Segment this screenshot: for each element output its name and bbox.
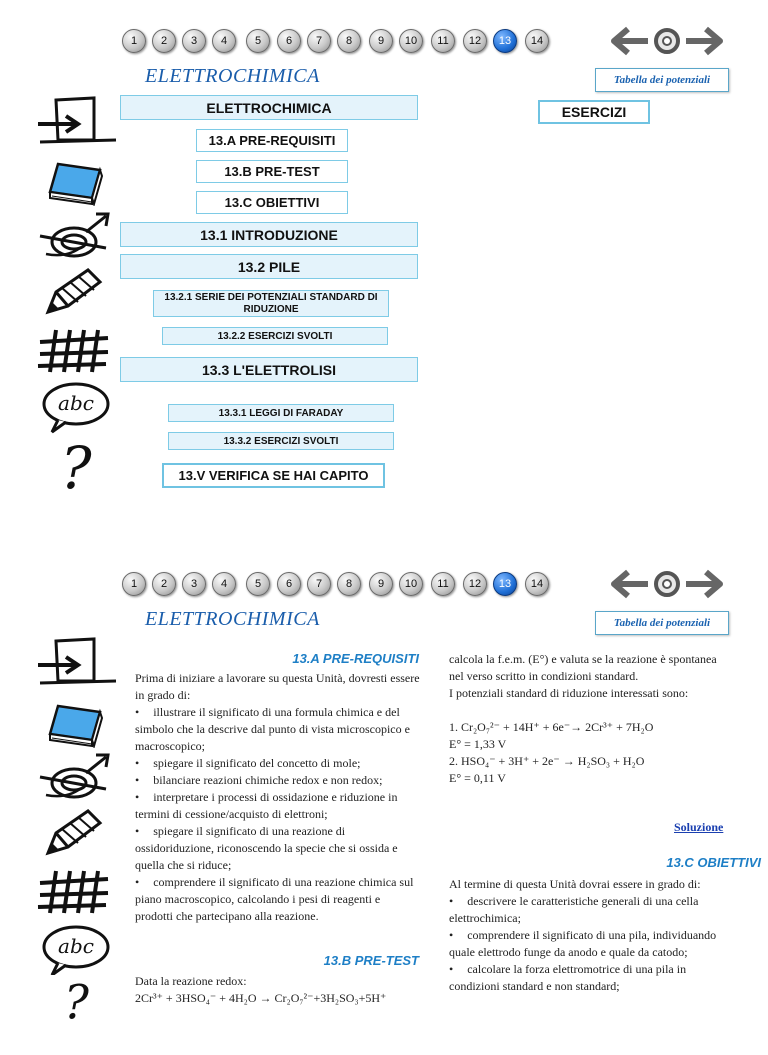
prerequisiti-intro: Prima di iniziare a lavorare su questa Unità, dovresti essere in grado di: <box>135 671 420 702</box>
prerequisiti-text <box>135 670 420 925</box>
potentials-table-link[interactable]: Tabella dei potenziali <box>595 68 729 92</box>
chapter-6-button[interactable]: 6 <box>277 29 301 53</box>
chapter-1-button[interactable]: 1 <box>122 572 146 596</box>
chapter-8-button[interactable]: 8 <box>337 29 361 53</box>
menu-pile[interactable]: 13.2 PILE <box>120 254 418 279</box>
menu-elettrolisi[interactable]: 13.3 L'ELETTROLISI <box>120 357 418 382</box>
pretest-question: calcola la f.e.m. (E°) e valuta se la reazione è spontanea nel verso scritto in condizioni standard. <box>449 652 717 683</box>
chapter-6-button[interactable]: 6 <box>277 572 301 596</box>
solution-link[interactable]: Soluzione <box>674 820 724 834</box>
chapter-5-button[interactable]: 5 <box>246 29 270 53</box>
menu-leggi-faraday[interactable]: 13.3.1 LEGGI DI FARADAY <box>168 404 394 422</box>
chapter-11-button[interactable]: 11 <box>431 29 455 53</box>
pretest-intro: Data la reazione redox: <box>135 974 247 988</box>
menu-serie-potenziali[interactable]: 13.2.1 SERIE DEI POTENZIALI STANDARD DI RIDUZIONE <box>153 290 389 317</box>
prev-home-next-navigation[interactable] <box>608 24 726 58</box>
chapter-3-button[interactable]: 3 <box>182 29 206 53</box>
menu-pretest[interactable]: 13.B PRE-TEST <box>196 160 348 183</box>
prerequisite-item: • comprendere il significato di una reazione chimica sul piano macroscopico, calcolando i pesi di reagenti e prodotti che partecipano alla reazione. <box>135 874 420 925</box>
chapter-2-button[interactable]: 2 <box>152 572 176 596</box>
section-heading-prerequisiti: 13.A PRE-REQUISITI <box>292 651 419 666</box>
grid-hash-icon[interactable] <box>36 865 120 917</box>
pretest-reaction: 2Cr³⁺ + 3HSO₄⁻ + 4H₂O → Cr₂O₇²⁻+3H₂SO₃+5H⁺ <box>135 991 387 1005</box>
abc-speech-icon[interactable] <box>36 921 120 975</box>
prerequisite-item: • spiegare il significato del concetto di mole; <box>135 755 420 772</box>
book-icon[interactable] <box>36 152 120 206</box>
chapter-12-button[interactable]: 12 <box>463 29 487 53</box>
menu-introduzione[interactable]: 13.1 INTRODUZIONE <box>120 222 418 247</box>
prerequisite-item: • bilanciare reazioni chimiche redox e non redox; <box>135 772 420 789</box>
exit-icon[interactable] <box>36 94 120 146</box>
chapter-7-button[interactable]: 7 <box>307 29 331 53</box>
chapter-4-button[interactable]: 4 <box>212 29 236 53</box>
obiettivi-intro: Al termine di questa Unità dovrai essere in grado di: <box>449 877 701 891</box>
chapter-9-button[interactable]: 9 <box>369 572 393 596</box>
half-reaction-2: 2. HSO₄⁻ + 3H⁺ + 2e⁻ → H₂SO₃ + H₂O <box>449 754 645 768</box>
menu-verifica[interactable]: 13.V VERIFICA SE HAI CAPITO <box>162 463 385 488</box>
obiettivi-text <box>449 876 733 995</box>
potential-1: E° = 1,33 V <box>449 737 507 751</box>
prerequisite-item: • illustrare il significato di una formula chimica e del simbolo che la descrive dal punto di vista microscopico e macroscopico; <box>135 704 420 755</box>
pencil-icon[interactable] <box>36 805 120 859</box>
chapter-12-button[interactable]: 12 <box>463 572 487 596</box>
scribble-icon[interactable] <box>36 210 120 264</box>
chapter-4-button[interactable]: 4 <box>212 572 236 596</box>
chapter-10-button[interactable]: 10 <box>399 572 423 596</box>
exit-icon[interactable] <box>36 635 120 687</box>
book-icon[interactable] <box>36 694 120 748</box>
pretest-text <box>135 973 425 1007</box>
pretest-continued <box>449 651 731 787</box>
chapter-14-button[interactable]: 14 <box>525 572 549 596</box>
objective-item: • comprendere il significato di una pila, individuando quale elettrodo funge da anodo e quale da catodo; <box>449 927 733 961</box>
menu-elettrochimica[interactable]: ELETTROCHIMICA <box>120 95 418 120</box>
menu-esercizi-elettrolisi[interactable]: 13.3.2 ESERCIZI SVOLTI <box>168 432 394 450</box>
chapter-13-button[interactable]: 13 <box>493 29 517 53</box>
page-title: ELETTROCHIMICA <box>145 65 320 87</box>
section-heading-obiettivi: 13.C OBIETTIVI <box>666 855 761 870</box>
chapter-2-button[interactable]: 2 <box>152 29 176 53</box>
content-page <box>0 543 768 1055</box>
half-reaction-1: 1. Cr₂O₇²⁻ + 14H⁺ + 6e⁻→ 2Cr³⁺ + 7H₂O <box>449 720 654 734</box>
question-mark-icon[interactable] <box>36 436 120 496</box>
chapter-1-button[interactable]: 1 <box>122 29 146 53</box>
potential-2: E° = 0,11 V <box>449 771 506 785</box>
chapter-3-button[interactable]: 3 <box>182 572 206 596</box>
potentials-table-link[interactable]: Tabella dei potenziali <box>595 611 729 635</box>
grid-hash-icon[interactable] <box>36 324 120 376</box>
chapter-11-button[interactable]: 11 <box>431 572 455 596</box>
menu-esercizi-pile[interactable]: 13.2.2 ESERCIZI SVOLTI <box>162 327 388 345</box>
menu-prerequisiti[interactable]: 13.A PRE-REQUISITI <box>196 129 348 152</box>
chapter-14-button[interactable]: 14 <box>525 29 549 53</box>
abc-speech-icon[interactable] <box>36 378 120 434</box>
chapter-10-button[interactable]: 10 <box>399 29 423 53</box>
objective-item: • descrivere le caratteristiche generali di una cella elettrochimica; <box>449 893 733 927</box>
chapter-5-button[interactable]: 5 <box>246 572 270 596</box>
prerequisite-item: • spiegare il significato di una reazione di ossidoriduzione, riconoscendo la specie che si ossida e quella che si riduce; <box>135 823 420 874</box>
chapter-8-button[interactable]: 8 <box>337 572 361 596</box>
page-title: ELETTROCHIMICA <box>145 608 320 630</box>
menu-esercizi[interactable]: ESERCIZI <box>538 100 650 124</box>
pencil-icon[interactable] <box>36 264 120 318</box>
index-page <box>0 0 768 512</box>
chapter-9-button[interactable]: 9 <box>369 29 393 53</box>
chapter-7-button[interactable]: 7 <box>307 572 331 596</box>
pretest-potentials-intro: I potenziali standard di riduzione interessati sono: <box>449 686 689 700</box>
scribble-icon[interactable] <box>36 751 120 805</box>
prev-home-next-navigation[interactable] <box>608 567 726 601</box>
prerequisite-item: • interpretare i processi di ossidazione e riduzione in termini di cessione/acquisto di elettroni; <box>135 789 420 823</box>
objective-item: • calcolare la forza elettromotrice di una pila in condizioni standard e non standard; <box>449 961 733 995</box>
question-mark-icon[interactable] <box>36 977 120 1025</box>
section-heading-pretest: 13.B PRE-TEST <box>323 953 419 968</box>
chapter-13-button[interactable]: 13 <box>493 572 517 596</box>
menu-obiettivi[interactable]: 13.C OBIETTIVI <box>196 191 348 214</box>
